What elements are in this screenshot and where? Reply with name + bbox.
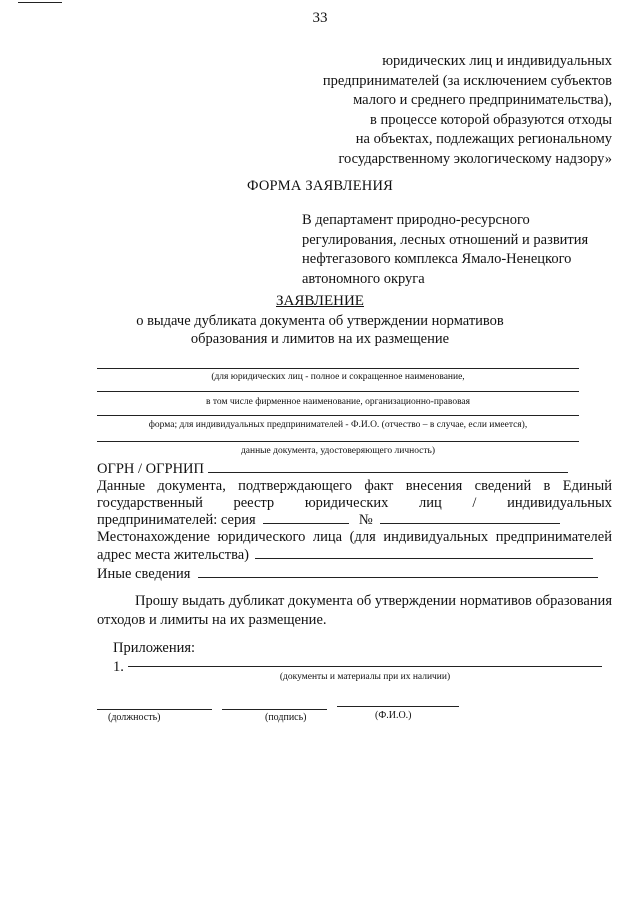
location-line-2 (97, 546, 612, 564)
intro-line: в процессе которой образуются отходы (370, 111, 612, 128)
residence-label: адрес места жительства) (97, 547, 249, 563)
page-number: 33 (312, 10, 328, 26)
position-caption: (должность) (108, 712, 161, 723)
applicant-caption-3: форма; для индивидуальных предпринимателей - Ф.И.О. (отчество – в случае, если имеется), (148, 420, 528, 430)
subtitle-line: о выдаче дубликата документа об утверждении нормативов (136, 313, 504, 329)
position-field[interactable] (97, 709, 212, 710)
applicant-form-line[interactable] (97, 391, 579, 392)
residence-field[interactable] (255, 546, 593, 559)
attachment-number: 1. (113, 659, 124, 675)
applicant-caption-4: данные документа, удостоверяющего личность) (240, 446, 436, 456)
request-paragraph: Прошу выдать дубликат документа об утверждении нормативов образования отходов и лимиты на их размещение. (97, 593, 612, 628)
applicant-id-doc-line[interactable] (97, 441, 579, 442)
other-info-field[interactable] (198, 565, 598, 578)
series-field[interactable] (263, 511, 349, 524)
other-info-row (97, 565, 612, 583)
fio-field[interactable] (337, 706, 459, 707)
corner-mark (18, 2, 62, 3)
location-line-1: Местонахождение юридического лица (для индивидуальных предпринимателей (97, 529, 612, 545)
intro-line: юридических лиц и индивидуальных (382, 53, 612, 69)
subtitle-line: образования и лимитов на их размещение (190, 331, 450, 347)
applicant-name-line[interactable] (97, 368, 579, 369)
applicant-fio-line[interactable] (97, 415, 579, 416)
ogrn-row (97, 460, 612, 478)
attachment-item-1 (113, 659, 124, 676)
attachment-field-1[interactable] (128, 666, 602, 667)
number-field[interactable] (380, 511, 560, 524)
applicant-caption-2: в том числе фирменное наименование, организационно-правовая (205, 397, 471, 407)
application-title: ЗАЯВЛЕНИЕ (276, 293, 364, 309)
ogrn-label: ОГРН / ОГРНИП (97, 461, 205, 477)
attachment-caption: (документы и материалы при их наличии) (279, 672, 451, 682)
series-label: предпринимателей: серия (97, 512, 256, 528)
registry-word: / (472, 495, 477, 511)
registry-line-1: Данные документа, подтверждающего факт внесения сведений в Единый (97, 478, 612, 494)
signature-field[interactable] (222, 709, 327, 710)
addressee-block (302, 211, 622, 289)
registry-line-3 (97, 511, 612, 529)
ogrn-field[interactable] (208, 460, 568, 473)
applicant-caption-1: (для юридических лиц - полное и сокращенное наименование, (211, 372, 465, 382)
addressee-line: регулирования, лесных отношений и развития (302, 231, 589, 248)
registry-word: юридических (304, 495, 389, 511)
addressee-line: нефтегазового комплекса Ямало-Ненецкого (302, 251, 572, 267)
addressee-line: автономного округа (302, 270, 425, 287)
fio-caption: (Ф.И.О.) (375, 710, 412, 721)
other-info-label: Иные сведения (97, 566, 191, 582)
registry-word: лиц (419, 495, 442, 511)
attachments-label: Приложения: (113, 640, 196, 656)
registry-word: индивидуальных (507, 495, 612, 511)
application-subtitle (0, 312, 640, 348)
registry-line-2 (97, 494, 612, 512)
intro-line: на объектах, подлежащих региональному (355, 131, 612, 147)
intro-text (272, 52, 612, 169)
form-title: ФОРМА ЗАЯВЛЕНИЯ (247, 178, 393, 194)
addressee-line: В департамент природно-ресурсного (302, 212, 530, 228)
intro-line: государственному экологическому надзору» (338, 150, 612, 167)
intro-line: малого и среднего предпринимательства), (353, 92, 612, 108)
number-sign: № (358, 512, 373, 528)
signature-caption: (подпись) (265, 712, 307, 723)
registry-word: реестр (233, 495, 275, 511)
intro-line: предпринимателей (за исключением субъектов (322, 72, 612, 89)
registry-word: государственный (97, 495, 203, 511)
